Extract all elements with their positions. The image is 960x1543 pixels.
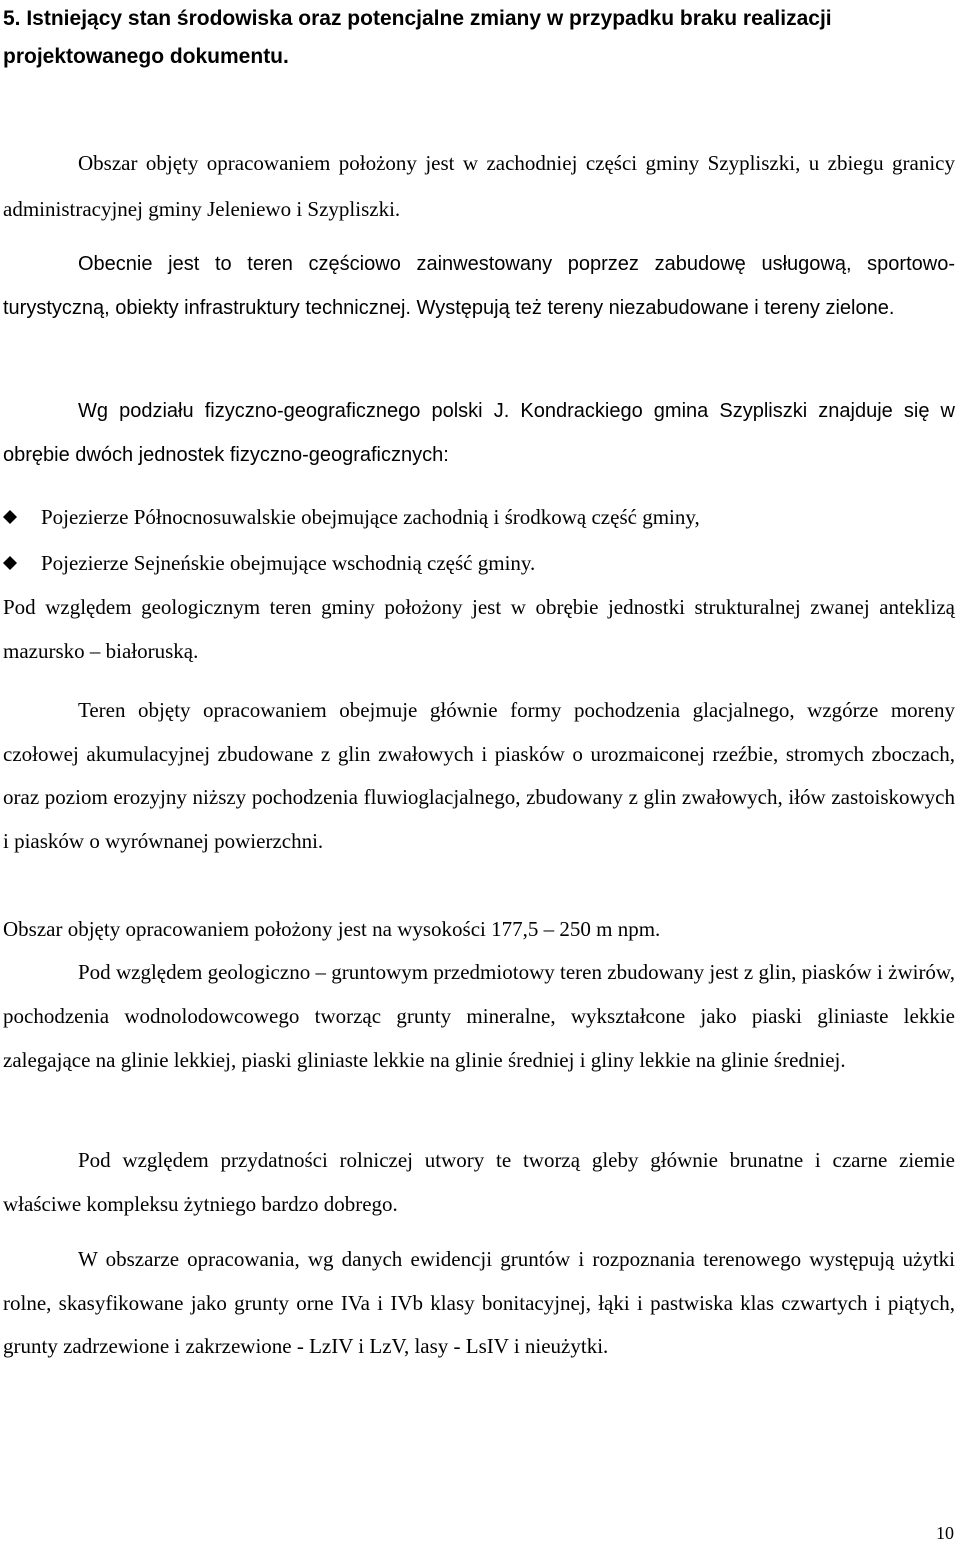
paragraph-geology: Pod względem geologicznym teren gminy położony jest w obrębie jednostki strukturalnej zwanej anteklizą mazursko – białoruską.	[3, 595, 955, 663]
paragraph-elevation: Obszar objęty opracowaniem położony jest na wysokości 177,5 – 250 m npm.	[3, 917, 661, 941]
bullet-item	[3, 548, 955, 578]
paragraph-land-use: W obszarze opracowania, wg danych ewidencji gruntów i rozpoznania terenowego występują użytki rolne, skasyfikowane jako grunty orne IVa i IVb klasy bonitacyjnej, łąki i pastwiska klas czwartych i piątych, grunty zadrzewione i zakrzewione - LzIV i LzV, lasy - LsIV i nieużytki.	[3, 1247, 955, 1358]
diamond-bullet-icon	[3, 510, 17, 524]
paragraph-agricultural-suitability: Pod względem przydatności rolniczej utwory te tworzą gleby głównie brunatne i czarne ziemie właściwe kompleksu żytniego bardzo dobrego.	[3, 1148, 955, 1216]
bullet-item	[3, 502, 955, 532]
bullet-text: Pojezierze Sejneńskie obejmujące wschodnią część gminy.	[41, 551, 536, 575]
section-heading: 5. Istniejący stan środowiska oraz potencjalne zmiany w przypadku braku realizacji projektowanego dokumentu.	[3, 7, 832, 68]
paragraph-current-state: Obecnie jest to teren częściowo zainwestowany poprzez zabudowę usługową, sportowo-turystyczną, obiekty infrastruktury technicznej. Występują też tereny niezabudowane i tereny zielone.	[3, 253, 955, 319]
paragraph-landforms: Teren objęty opracowaniem obejmuje głównie formy pochodzenia glacjalnego, wzgórze moreny czołowej akumulacyjnej zbudowane z glin zwałowych i piasków o urozmaiconej rzeźbie, stromych zboczach, oraz poziom erozyjny niższy pochodzenia fluwioglacjalnego, zbudowany z glin zwałowych, iłów zastoiskowych i piasków o wyrównanej powierzchni.	[3, 698, 955, 853]
paragraph-soil-composition: Pod względem geologiczno – gruntowym przedmiotowy teren zbudowany jest z glin, piasków i żwirów, pochodzenia wodnolodowcowego tworząc grunty mineralne, wykształcone jako piaski gliniaste lekkie zalegające na glinie lekkiej, piaski gliniaste lekkie na glinie średniej i gliny lekkie na glinie średniej.	[3, 960, 955, 1072]
diamond-bullet-icon	[3, 556, 17, 570]
paragraph-location: Obszar objęty opracowaniem położony jest w zachodniej części gminy Szypliszki, u zbiegu granicy administracyjnej gminy Jeleniewo i Szypliszki.	[3, 151, 955, 221]
paragraph-regionalization: Wg podziału fizyczno-geograficznego polski J. Kondrackiego gmina Szypliszki znajduje się w obrębie dwóch jednostek fizyczno-geograficznych:	[3, 400, 955, 466]
page-number: 10	[936, 1523, 954, 1543]
bullet-text: Pojezierze Północnosuwalskie obejmujące zachodnią i środkową część gminy,	[41, 505, 700, 529]
